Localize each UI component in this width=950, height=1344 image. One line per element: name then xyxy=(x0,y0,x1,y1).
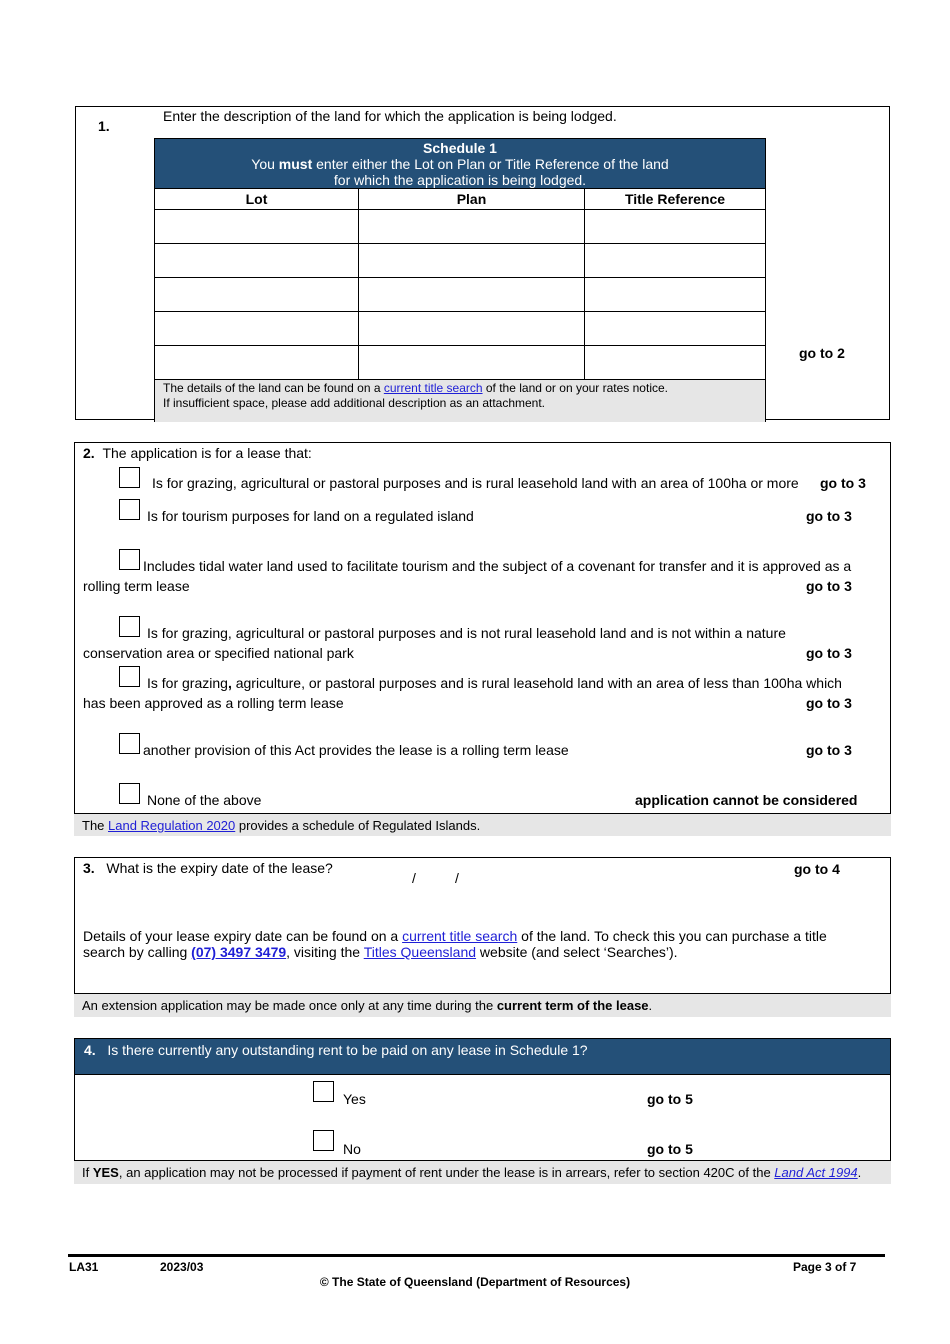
lot-input-5[interactable] xyxy=(155,346,359,380)
schedule-1-header xyxy=(155,139,766,189)
yes-goto: go to 5 xyxy=(647,1091,693,1107)
question-3-section xyxy=(74,857,891,1017)
schedule-1-instruction-line2: for which the application is being lodged. xyxy=(333,172,587,188)
note-pre: The details of the land can be found on a xyxy=(163,381,384,395)
current-title-search-link-2[interactable]: current title search xyxy=(402,928,518,944)
detail-pre: Details of your lease expiry date can be found on a xyxy=(83,928,403,944)
footer-form-code: LA31 xyxy=(69,1260,99,1274)
option-6-label: another provision of this Act provides the lease is a rolling term lease xyxy=(143,742,569,758)
footer-copyright: © The State of Queensland (Department of Resources) xyxy=(319,1275,631,1289)
q4-note-pre: If xyxy=(82,1165,93,1180)
option-5-post: agriculture, or pastoral purposes and is rural leasehold land with an area of less than 100ha which xyxy=(231,675,842,691)
option-6-checkbox[interactable] xyxy=(119,733,140,754)
question-2-heading xyxy=(83,445,312,461)
plan-input-5[interactable] xyxy=(359,346,585,380)
option-1-label: Is for grazing, agricultural or pastoral purposes and is rural leasehold land with an area of 100ha or more xyxy=(152,475,799,491)
schedule-1-table xyxy=(154,138,766,422)
footer-page-number: Page 3 of 7 xyxy=(793,1260,857,1274)
title-reference-input-4[interactable] xyxy=(585,312,766,346)
lot-input-1[interactable] xyxy=(155,210,359,244)
lot-input-2[interactable] xyxy=(155,244,359,278)
title-reference-input-5[interactable] xyxy=(585,346,766,380)
footer-rule xyxy=(68,1254,885,1257)
lot-input-3[interactable] xyxy=(155,278,359,312)
yes-label: Yes xyxy=(343,1091,366,1107)
option-5-label-line2: has been approved as a rolling term lease xyxy=(83,695,344,711)
option-1-goto: go to 3 xyxy=(820,475,866,491)
question-2-note xyxy=(74,813,891,836)
schedule-instruction-pre: You xyxy=(251,156,279,172)
column-header-lot: Lot xyxy=(155,189,359,210)
question-4-section xyxy=(74,1038,891,1184)
q2-note-pre: The xyxy=(82,818,109,833)
plan-input-4[interactable] xyxy=(359,312,585,346)
option-1-checkbox[interactable] xyxy=(119,467,140,488)
question-2-prompt: The application is for a lease that: xyxy=(102,445,312,461)
title-reference-input-3[interactable] xyxy=(585,278,766,312)
detail-line2 xyxy=(83,944,873,960)
date-separator-2: / xyxy=(455,870,459,886)
current-title-search-link[interactable]: current title search xyxy=(383,381,483,395)
question-3-heading xyxy=(83,860,333,876)
question-3-number: 3. xyxy=(83,860,95,876)
land-regulation-2020-link[interactable]: Land Regulation 2020 xyxy=(108,818,236,833)
plan-input-2[interactable] xyxy=(359,244,585,278)
note-post: of the land or on your rates notice. xyxy=(482,381,668,395)
option-4-label-line1: Is for grazing, agricultural or pastoral purposes and is not rural leasehold land and is not within a nature xyxy=(147,625,786,641)
question-3-prompt: What is the expiry date of the lease? xyxy=(106,860,333,876)
no-checkbox[interactable] xyxy=(313,1130,334,1151)
question-1-prompt: Enter the description of the land for which the application is being lodged. xyxy=(163,108,617,124)
option-5-goto: go to 3 xyxy=(806,695,852,711)
lot-input-4[interactable] xyxy=(155,312,359,346)
question-3-goto: go to 4 xyxy=(794,861,840,877)
column-header-plan: Plan xyxy=(359,189,585,210)
detail-line1 xyxy=(83,928,873,944)
question-1-goto: go to 2 xyxy=(799,345,845,361)
schedule-note-line1 xyxy=(163,381,757,396)
option-7-checkbox[interactable] xyxy=(119,783,140,804)
option-4-checkbox[interactable] xyxy=(119,616,140,637)
option-3-goto: go to 3 xyxy=(806,578,852,594)
detail-line2-mid: , visiting the xyxy=(286,944,364,960)
option-3-checkbox[interactable] xyxy=(119,549,140,570)
question-2-number: 2. xyxy=(83,445,95,461)
schedule-instruction-post: enter either the Lot on Plan or Title Reference of the land xyxy=(312,156,669,172)
question-1-number: 1. xyxy=(98,118,110,134)
option-4-goto: go to 3 xyxy=(806,645,852,661)
expiry-date-input[interactable] xyxy=(375,864,505,886)
land-act-1994-link[interactable]: Land Act 1994 xyxy=(774,1165,858,1180)
title-reference-input-2[interactable] xyxy=(585,244,766,278)
title-reference-input-1[interactable] xyxy=(585,210,766,244)
yes-checkbox[interactable] xyxy=(313,1081,334,1102)
schedule-note-line2: If insufficient space, please add additional description as an attachment. xyxy=(163,396,546,410)
schedule-instruction-must: must xyxy=(278,156,313,172)
footer-version: 2023/03 xyxy=(160,1260,204,1274)
question-1-section xyxy=(75,106,890,420)
no-label: No xyxy=(343,1141,361,1157)
option-4-label-line2: conservation area or specified national park xyxy=(83,645,354,661)
option-3-label-line1: Includes tidal water land used to facilitate tourism and the subject of a covenant for transfer and it is approved as a xyxy=(143,558,852,574)
question-4-note xyxy=(74,1160,891,1184)
option-3-label-line2: rolling term lease xyxy=(83,578,190,594)
q3-note-pre: An extension application may be made once only at any time during the xyxy=(82,998,497,1013)
option-2-label: Is for tourism purposes for land on a regulated island xyxy=(147,508,474,524)
option-5-checkbox[interactable] xyxy=(119,666,140,687)
schedule-1-instruction xyxy=(155,156,765,172)
detail-mid: of the land. To check this you can purchase a title xyxy=(517,928,827,944)
plan-input-3[interactable] xyxy=(359,278,585,312)
plan-input-1[interactable] xyxy=(359,210,585,244)
option-2-goto: go to 3 xyxy=(806,508,852,524)
question-2-section xyxy=(74,442,891,836)
phone-link[interactable]: (07) 3497 3479 xyxy=(191,944,287,960)
question-4-number: 4. xyxy=(84,1042,96,1058)
option-5-label-line1 xyxy=(147,675,842,691)
option-2-checkbox[interactable] xyxy=(119,499,140,520)
titles-queensland-link[interactable]: Titles Queensland xyxy=(363,944,477,960)
q4-note-yes: YES xyxy=(92,1165,119,1180)
option-7-label: None of the above xyxy=(147,792,262,808)
question-4-prompt: Is there currently any outstanding rent to be paid on any lease in Schedule 1? xyxy=(107,1042,588,1058)
detail-line2-pre: search by calling xyxy=(83,944,192,960)
detail-line2-post: website (and select ‘Searches’). xyxy=(476,944,678,960)
date-separator-1: / xyxy=(412,870,416,886)
option-5-pre: Is for grazing xyxy=(147,675,228,691)
option-5-comma: , xyxy=(227,675,232,691)
schedule-1-title: Schedule 1 xyxy=(423,140,497,156)
question-3-note xyxy=(74,993,891,1017)
no-goto: go to 5 xyxy=(647,1141,693,1157)
q4-note-mid: , an application may not be processed if payment of rent under the lease is in arrears, refer to section 420C of the xyxy=(118,1165,775,1180)
column-header-title-reference: Title Reference xyxy=(585,189,766,210)
q3-note-bold: current term of the lease xyxy=(496,998,649,1013)
q4-note-post: . xyxy=(857,1165,862,1180)
question-3-detail xyxy=(83,928,873,960)
q3-note-post: . xyxy=(648,998,653,1013)
option-7-goto: application cannot be considered xyxy=(635,792,858,808)
question-4-header xyxy=(75,1039,890,1075)
schedule-1-note xyxy=(155,380,766,423)
option-6-goto: go to 3 xyxy=(806,742,852,758)
q2-note-post: provides a schedule of Regulated Islands. xyxy=(235,818,481,833)
